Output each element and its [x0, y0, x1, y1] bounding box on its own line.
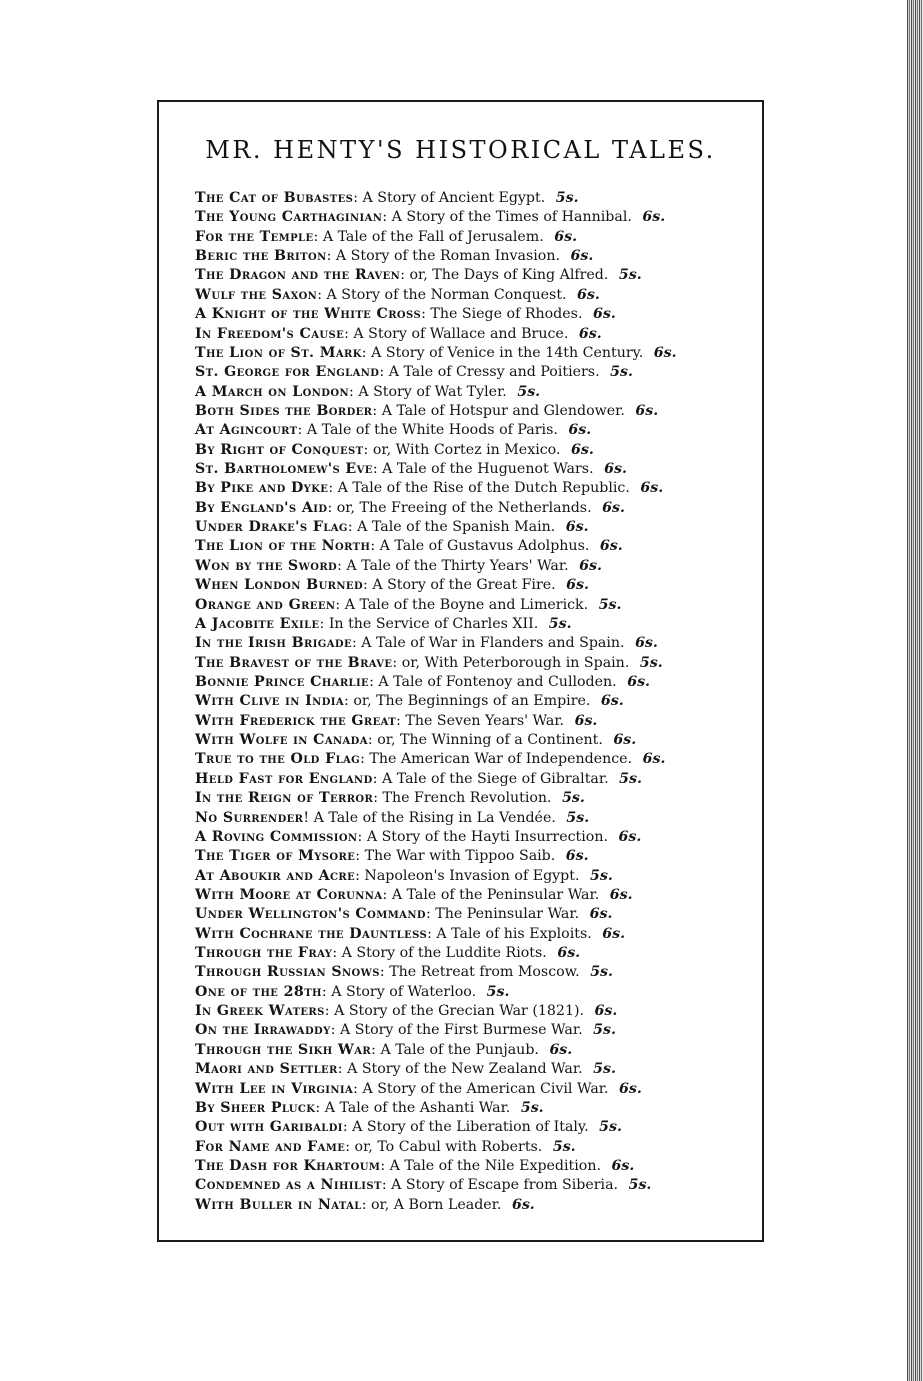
- title-separator: :: [326, 248, 332, 265]
- book-title: By Pike and Dyke: [195, 480, 329, 497]
- list-item: [195, 654, 755, 673]
- list-item: [195, 1021, 755, 1040]
- book-title: A March on London: [195, 383, 350, 400]
- title-separator: :: [321, 983, 327, 1000]
- book-price: 5s.: [562, 790, 585, 807]
- book-subtitle: A Story of the Norman Conquest.: [326, 286, 567, 303]
- title-separator: :: [371, 1041, 376, 1058]
- book-title: By Right of Conquest: [195, 441, 364, 458]
- book-title: One of the 28th: [195, 983, 322, 1000]
- title-separator: :: [361, 1196, 367, 1213]
- title-separator: :: [335, 596, 341, 613]
- list-item: [195, 925, 755, 944]
- list-item: [195, 208, 755, 227]
- list-item: [195, 692, 755, 711]
- book-title: A Jacobite Exile: [195, 615, 320, 632]
- list-item: [195, 615, 755, 634]
- book-price: 6s.: [642, 751, 666, 768]
- book-subtitle: or, With Cortez in Mexico.: [372, 441, 561, 458]
- list-item: [195, 189, 755, 208]
- list-item: [195, 963, 755, 982]
- book-title: In the Reign of Terror: [195, 790, 374, 807]
- list-item: [195, 383, 755, 402]
- list-item: [195, 944, 755, 963]
- list-item: [195, 867, 755, 886]
- list-item: [195, 266, 755, 285]
- title-separator: :: [392, 654, 398, 671]
- book-title: With Frederick the Great: [195, 712, 397, 729]
- list-item: [195, 886, 755, 905]
- title-separator: :: [370, 538, 376, 555]
- title-separator: :: [372, 461, 378, 478]
- book-title: Through the Sikh War: [195, 1041, 372, 1058]
- book-subtitle: A Tale of the Fall of Jerusalem.: [322, 228, 544, 245]
- book-price: 5s.: [566, 809, 590, 826]
- book-title: The Dash for Khartoum: [195, 1157, 381, 1174]
- list-item: [195, 789, 755, 808]
- book-price: 5s.: [552, 1138, 576, 1155]
- book-price: 6s.: [602, 925, 626, 942]
- book-price: 6s.: [635, 635, 658, 652]
- title-separator: :: [363, 577, 368, 594]
- title-separator: :: [317, 286, 322, 303]
- book-price: 6s.: [594, 1003, 618, 1020]
- book-title: The Young Carthaginian: [195, 209, 383, 226]
- book-subtitle: A Story of Waterloo.: [331, 983, 477, 1000]
- book-subtitle: The Retreat from Moscow.: [389, 964, 580, 981]
- page-heading: MR. HENTY'S HISTORICAL TALES.: [205, 136, 716, 164]
- book-price: 6s.: [613, 732, 637, 749]
- book-subtitle: A Story of Escape from Siberia.: [391, 1177, 619, 1194]
- title-separator: :: [379, 964, 385, 981]
- list-item: [195, 809, 755, 828]
- book-title: With Moore at Corunna: [195, 886, 383, 903]
- list-item: [195, 537, 755, 556]
- book-subtitle: or, The Beginnings of an Empire.: [353, 693, 591, 710]
- list-item: [195, 1041, 755, 1060]
- book-subtitle: A Tale of Hotspur and Glendower.: [381, 402, 625, 419]
- list-item: [195, 1118, 755, 1137]
- title-separator: :: [372, 770, 378, 787]
- book-subtitle: A Tale of the Nile Expedition.: [389, 1157, 601, 1174]
- book-subtitle: The American War of Independence.: [369, 751, 633, 768]
- list-item: [195, 1002, 755, 1021]
- list-item: [195, 596, 755, 615]
- book-title: At Aboukir and Acre: [195, 867, 356, 884]
- title-separator: :: [337, 1061, 343, 1078]
- title-separator: :: [330, 1022, 336, 1039]
- list-item: [195, 847, 755, 866]
- book-title: With Buller in Natal: [195, 1196, 362, 1213]
- book-title: For the Temple: [195, 228, 314, 245]
- book-price: 5s.: [520, 1099, 544, 1116]
- book-price: 6s.: [618, 828, 642, 845]
- book-title: Under Drake's Flag: [195, 519, 348, 536]
- book-title: Beric the Briton: [195, 248, 327, 265]
- book-subtitle: Napoleon's Invasion of Egypt.: [364, 867, 580, 884]
- book-price: 5s.: [598, 596, 622, 613]
- title-separator: :: [380, 1157, 386, 1174]
- book-subtitle: A Story of the Great Fire.: [372, 577, 556, 594]
- book-title: St. George for England: [195, 364, 380, 381]
- title-separator: :: [355, 867, 360, 884]
- book-subtitle: or, The Winning of a Continent.: [377, 732, 603, 749]
- book-price: 5s.: [619, 770, 642, 787]
- book-title: Out with Garibaldi: [195, 1119, 343, 1136]
- book-price: 5s.: [610, 364, 633, 381]
- book-title: With Lee in Virginia: [195, 1080, 354, 1097]
- title-separator: :: [379, 364, 385, 381]
- list-item: [195, 460, 755, 479]
- list-item: [195, 402, 755, 421]
- book-title: For Name and Fame: [195, 1138, 346, 1155]
- book-title: Under Wellington's Command: [195, 906, 426, 923]
- title-separator: :: [357, 828, 363, 845]
- book-price: 6s.: [578, 325, 602, 342]
- title-separator: :: [349, 383, 354, 400]
- book-subtitle: The Siege of Rhodes.: [430, 306, 583, 323]
- book-subtitle: A Tale of the White Hoods of Paris.: [306, 422, 558, 439]
- book-subtitle: A Tale of the Thirty Years' War.: [346, 557, 569, 574]
- book-subtitle: A Story of Ancient Egypt.: [362, 190, 546, 206]
- book-price: 6s.: [579, 557, 602, 574]
- book-subtitle: A Tale of the Siege of Gibraltar.: [381, 770, 609, 787]
- book-title: In the Irish Brigade: [195, 635, 352, 652]
- book-subtitle: The Seven Years' War.: [405, 712, 565, 729]
- title-separator: :: [363, 441, 369, 458]
- book-price: 6s.: [568, 422, 592, 439]
- book-price: 5s.: [639, 654, 663, 671]
- book-subtitle: A Tale of the Ashanti War.: [324, 1099, 511, 1116]
- book-title: A Roving Commission: [195, 828, 358, 845]
- book-subtitle: A Story of the Luddite Riots.: [341, 945, 547, 962]
- book-price: 6s.: [565, 848, 589, 865]
- list-item: [195, 286, 755, 305]
- book-title: True to the Old Flag: [195, 751, 361, 768]
- title-separator: :: [347, 519, 353, 536]
- book-price: 6s.: [609, 886, 633, 903]
- title-separator: :: [313, 228, 319, 245]
- book-subtitle: A Story of Wat Tyler.: [358, 383, 507, 400]
- title-separator: :: [400, 267, 405, 284]
- list-item: [195, 247, 755, 266]
- book-price: 6s.: [611, 1157, 635, 1174]
- list-item: [195, 750, 755, 769]
- title-separator: :: [328, 480, 334, 497]
- book-price: 6s.: [592, 306, 616, 323]
- book-price: 6s.: [574, 712, 598, 729]
- book-price: 5s.: [517, 383, 541, 400]
- list-item: [195, 421, 755, 440]
- list-item: [195, 344, 755, 363]
- book-subtitle: or, With Peterborough in Spain.: [401, 654, 630, 671]
- book-price: 5s.: [590, 867, 613, 884]
- book-title: On the Irrawaddy: [195, 1022, 331, 1039]
- book-price: 5s.: [555, 190, 579, 206]
- title-separator: :: [337, 557, 342, 574]
- title-separator: :: [342, 1119, 348, 1136]
- book-subtitle: A Story of the Grecian War (1821).: [334, 1003, 585, 1020]
- book-title: In Greek Waters: [195, 1003, 325, 1020]
- book-subtitle: A Story of the First Burmese War.: [339, 1022, 583, 1039]
- book-subtitle: A Tale of War in Flanders and Spain.: [361, 635, 625, 652]
- title-separator: :: [353, 1080, 358, 1097]
- book-title: A Knight of the White Cross: [195, 306, 422, 323]
- list-item: [195, 576, 755, 595]
- list-item: [195, 557, 755, 576]
- list-item: [195, 673, 755, 692]
- book-price: 5s.: [590, 964, 613, 981]
- book-price: 6s.: [565, 519, 589, 536]
- list-item: [195, 518, 755, 537]
- book-subtitle: A Tale of the Huguenot Wars.: [382, 461, 594, 478]
- book-price: 6s.: [604, 461, 627, 478]
- book-title: Won by the Sword: [195, 557, 338, 574]
- book-title: Through Russian Snows: [195, 964, 380, 981]
- book-subtitle: A Tale of Gustavus Adolphus.: [379, 538, 590, 555]
- list-item: [195, 1060, 755, 1079]
- book-title: Held Fast for England: [195, 770, 373, 787]
- book-title: The Lion of St. Mark: [195, 344, 362, 361]
- list-item: [195, 712, 755, 731]
- book-price: 6s.: [599, 538, 623, 555]
- book-subtitle: or, The Freeing of the Netherlands.: [336, 499, 592, 516]
- book-title: With Wolfe in Canada: [195, 732, 368, 749]
- title-separator: :: [367, 732, 373, 749]
- list-item: [195, 1099, 755, 1118]
- book-price: 6s.: [589, 906, 613, 923]
- book-subtitle: A Story of Venice in the 14th Century.: [371, 344, 644, 361]
- list-item: [195, 325, 755, 344]
- book-subtitle: A Story of the Hayti Insurrection.: [366, 828, 608, 845]
- book-price: 5s.: [548, 615, 572, 632]
- book-subtitle: A Story of Wallace and Bruce.: [353, 325, 569, 342]
- book-title: In Freedom's Cause: [195, 325, 345, 342]
- book-subtitle: A Story of the New Zealand War.: [347, 1061, 583, 1078]
- book-price: 6s.: [557, 945, 581, 962]
- book-price: 5s.: [486, 983, 510, 1000]
- list-item: [195, 828, 755, 847]
- list-item: [195, 634, 755, 653]
- book-subtitle: A Tale of the Rising in La Vendée.: [313, 809, 556, 826]
- title-separator: :: [344, 325, 349, 342]
- book-price: 6s.: [640, 480, 664, 497]
- book-title: By Sheer Pluck: [195, 1099, 316, 1116]
- title-separator: :: [345, 1138, 351, 1155]
- title-separator: :: [355, 848, 361, 865]
- book-title: St. Bartholomew's Eve: [195, 461, 373, 478]
- list-item: [195, 1138, 755, 1157]
- book-subtitle: A Tale of the Spanish Main.: [357, 519, 556, 536]
- book-title: Bonnie Prince Charlie: [195, 673, 370, 690]
- book-title: The Bravest of the Brave: [195, 654, 393, 671]
- title-separator: :: [369, 673, 374, 690]
- book-title: The Tiger of Mysore: [195, 848, 356, 865]
- book-title: Through the Fray: [195, 945, 333, 962]
- book-price: 5s.: [599, 1119, 622, 1136]
- book-subtitle: A Story of the American Civil War.: [362, 1080, 609, 1097]
- page-edge-decoration: [907, 0, 923, 1381]
- book-title: No Surrender: [195, 809, 304, 826]
- list-item: [195, 770, 755, 789]
- title-separator: :: [315, 1099, 321, 1116]
- book-subtitle: A Tale of Cressy and Poitiers.: [388, 364, 600, 381]
- book-price: 6s.: [571, 441, 594, 458]
- book-price: 6s.: [549, 1041, 573, 1058]
- book-subtitle: A Story of the Liberation of Italy.: [352, 1119, 589, 1136]
- book-subtitle: A Tale of his Exploits.: [436, 925, 592, 942]
- book-title: The Cat of Bubastes: [195, 190, 354, 206]
- title-separator: :: [372, 402, 378, 419]
- list-item: [195, 499, 755, 518]
- title-separator: :: [327, 499, 333, 516]
- book-title: By England's Aid: [195, 499, 328, 516]
- book-price: 6s.: [577, 286, 600, 303]
- book-subtitle: A Story of the Times of Hannibal.: [391, 209, 632, 226]
- title-separator: :: [396, 712, 401, 729]
- list-item: [195, 905, 755, 924]
- book-subtitle: The Peninsular War.: [435, 906, 580, 923]
- book-subtitle: A Tale of the Punjaub.: [380, 1041, 539, 1058]
- title-separator: !: [303, 809, 310, 826]
- title-separator: :: [332, 945, 338, 962]
- list-item: [195, 1080, 755, 1099]
- title-separator: :: [427, 925, 432, 942]
- title-separator: :: [297, 422, 303, 439]
- tales-list: [195, 189, 755, 1215]
- book-price: 6s.: [511, 1196, 535, 1213]
- book-price: 5s.: [618, 267, 642, 284]
- title-separator: :: [382, 209, 388, 226]
- title-separator: :: [324, 1003, 330, 1020]
- title-separator: :: [361, 344, 367, 361]
- book-title: Maori and Settler: [195, 1061, 338, 1078]
- title-separator: :: [351, 635, 357, 652]
- list-item: [195, 1176, 755, 1195]
- book-subtitle: or, To Cabul with Roberts.: [354, 1138, 543, 1155]
- book-title: Wulf the Saxon: [195, 286, 318, 303]
- book-price: 5s.: [628, 1177, 652, 1194]
- title-separator: :: [382, 886, 388, 903]
- book-subtitle: The French Revolution.: [382, 790, 552, 807]
- title-separator: :: [421, 306, 426, 323]
- list-item: [195, 1196, 755, 1215]
- book-title: Orange and Green: [195, 596, 336, 613]
- book-subtitle: A Tale of the Peninsular War.: [391, 886, 600, 903]
- title-separator: :: [353, 190, 359, 206]
- title-separator: :: [425, 906, 431, 923]
- book-price: 6s.: [570, 248, 594, 265]
- list-item: [195, 983, 755, 1002]
- advertisement-frame: [157, 100, 764, 1242]
- list-item: [195, 228, 755, 247]
- book-subtitle: The War with Tippoo Saib.: [364, 848, 556, 865]
- book-price: 6s.: [602, 499, 625, 516]
- title-separator: :: [381, 1177, 387, 1194]
- book-price: 6s.: [627, 673, 651, 690]
- book-price: 5s.: [593, 1022, 616, 1039]
- book-subtitle: or, The Days of King Alfred.: [409, 267, 609, 284]
- list-item: [195, 305, 755, 324]
- book-price: 6s.: [554, 228, 578, 245]
- list-item: [195, 1157, 755, 1176]
- book-title: Both Sides the Border: [195, 402, 373, 419]
- book-price: 6s.: [642, 209, 666, 226]
- title-separator: :: [344, 693, 349, 710]
- book-title: At Agincourt: [195, 422, 298, 439]
- book-price: 6s.: [619, 1080, 642, 1097]
- book-subtitle: In the Service of Charles XII.: [328, 615, 539, 632]
- book-title: The Dragon and the Raven: [195, 267, 401, 284]
- book-price: 6s.: [566, 577, 589, 594]
- book-subtitle: A Story of the Roman Invasion.: [335, 248, 560, 265]
- title-separator: :: [319, 615, 325, 632]
- list-item: [195, 479, 755, 498]
- list-item: [195, 363, 755, 382]
- book-price: 5s.: [593, 1061, 616, 1078]
- book-title: Condemned as a Nihilist: [195, 1177, 382, 1194]
- book-title: With Cochrane the Dauntless: [195, 925, 428, 942]
- list-item: [195, 731, 755, 750]
- book-subtitle: A Tale of Fontenoy and Culloden.: [378, 673, 617, 690]
- book-title: The Lion of the North: [195, 538, 371, 555]
- book-price: 6s.: [600, 693, 624, 710]
- book-price: 6s.: [635, 402, 659, 419]
- book-subtitle: A Tale of the Rise of the Dutch Republic.: [337, 480, 630, 497]
- title-separator: :: [373, 790, 379, 807]
- book-price: 6s.: [653, 344, 677, 361]
- title-separator: :: [360, 751, 365, 768]
- list-item: [195, 441, 755, 460]
- book-subtitle: A Tale of the Boyne and Limerick.: [344, 596, 589, 613]
- book-title: With Clive in India: [195, 693, 345, 710]
- book-subtitle: or, A Born Leader.: [371, 1196, 502, 1213]
- book-title: When London Burned: [195, 577, 364, 594]
